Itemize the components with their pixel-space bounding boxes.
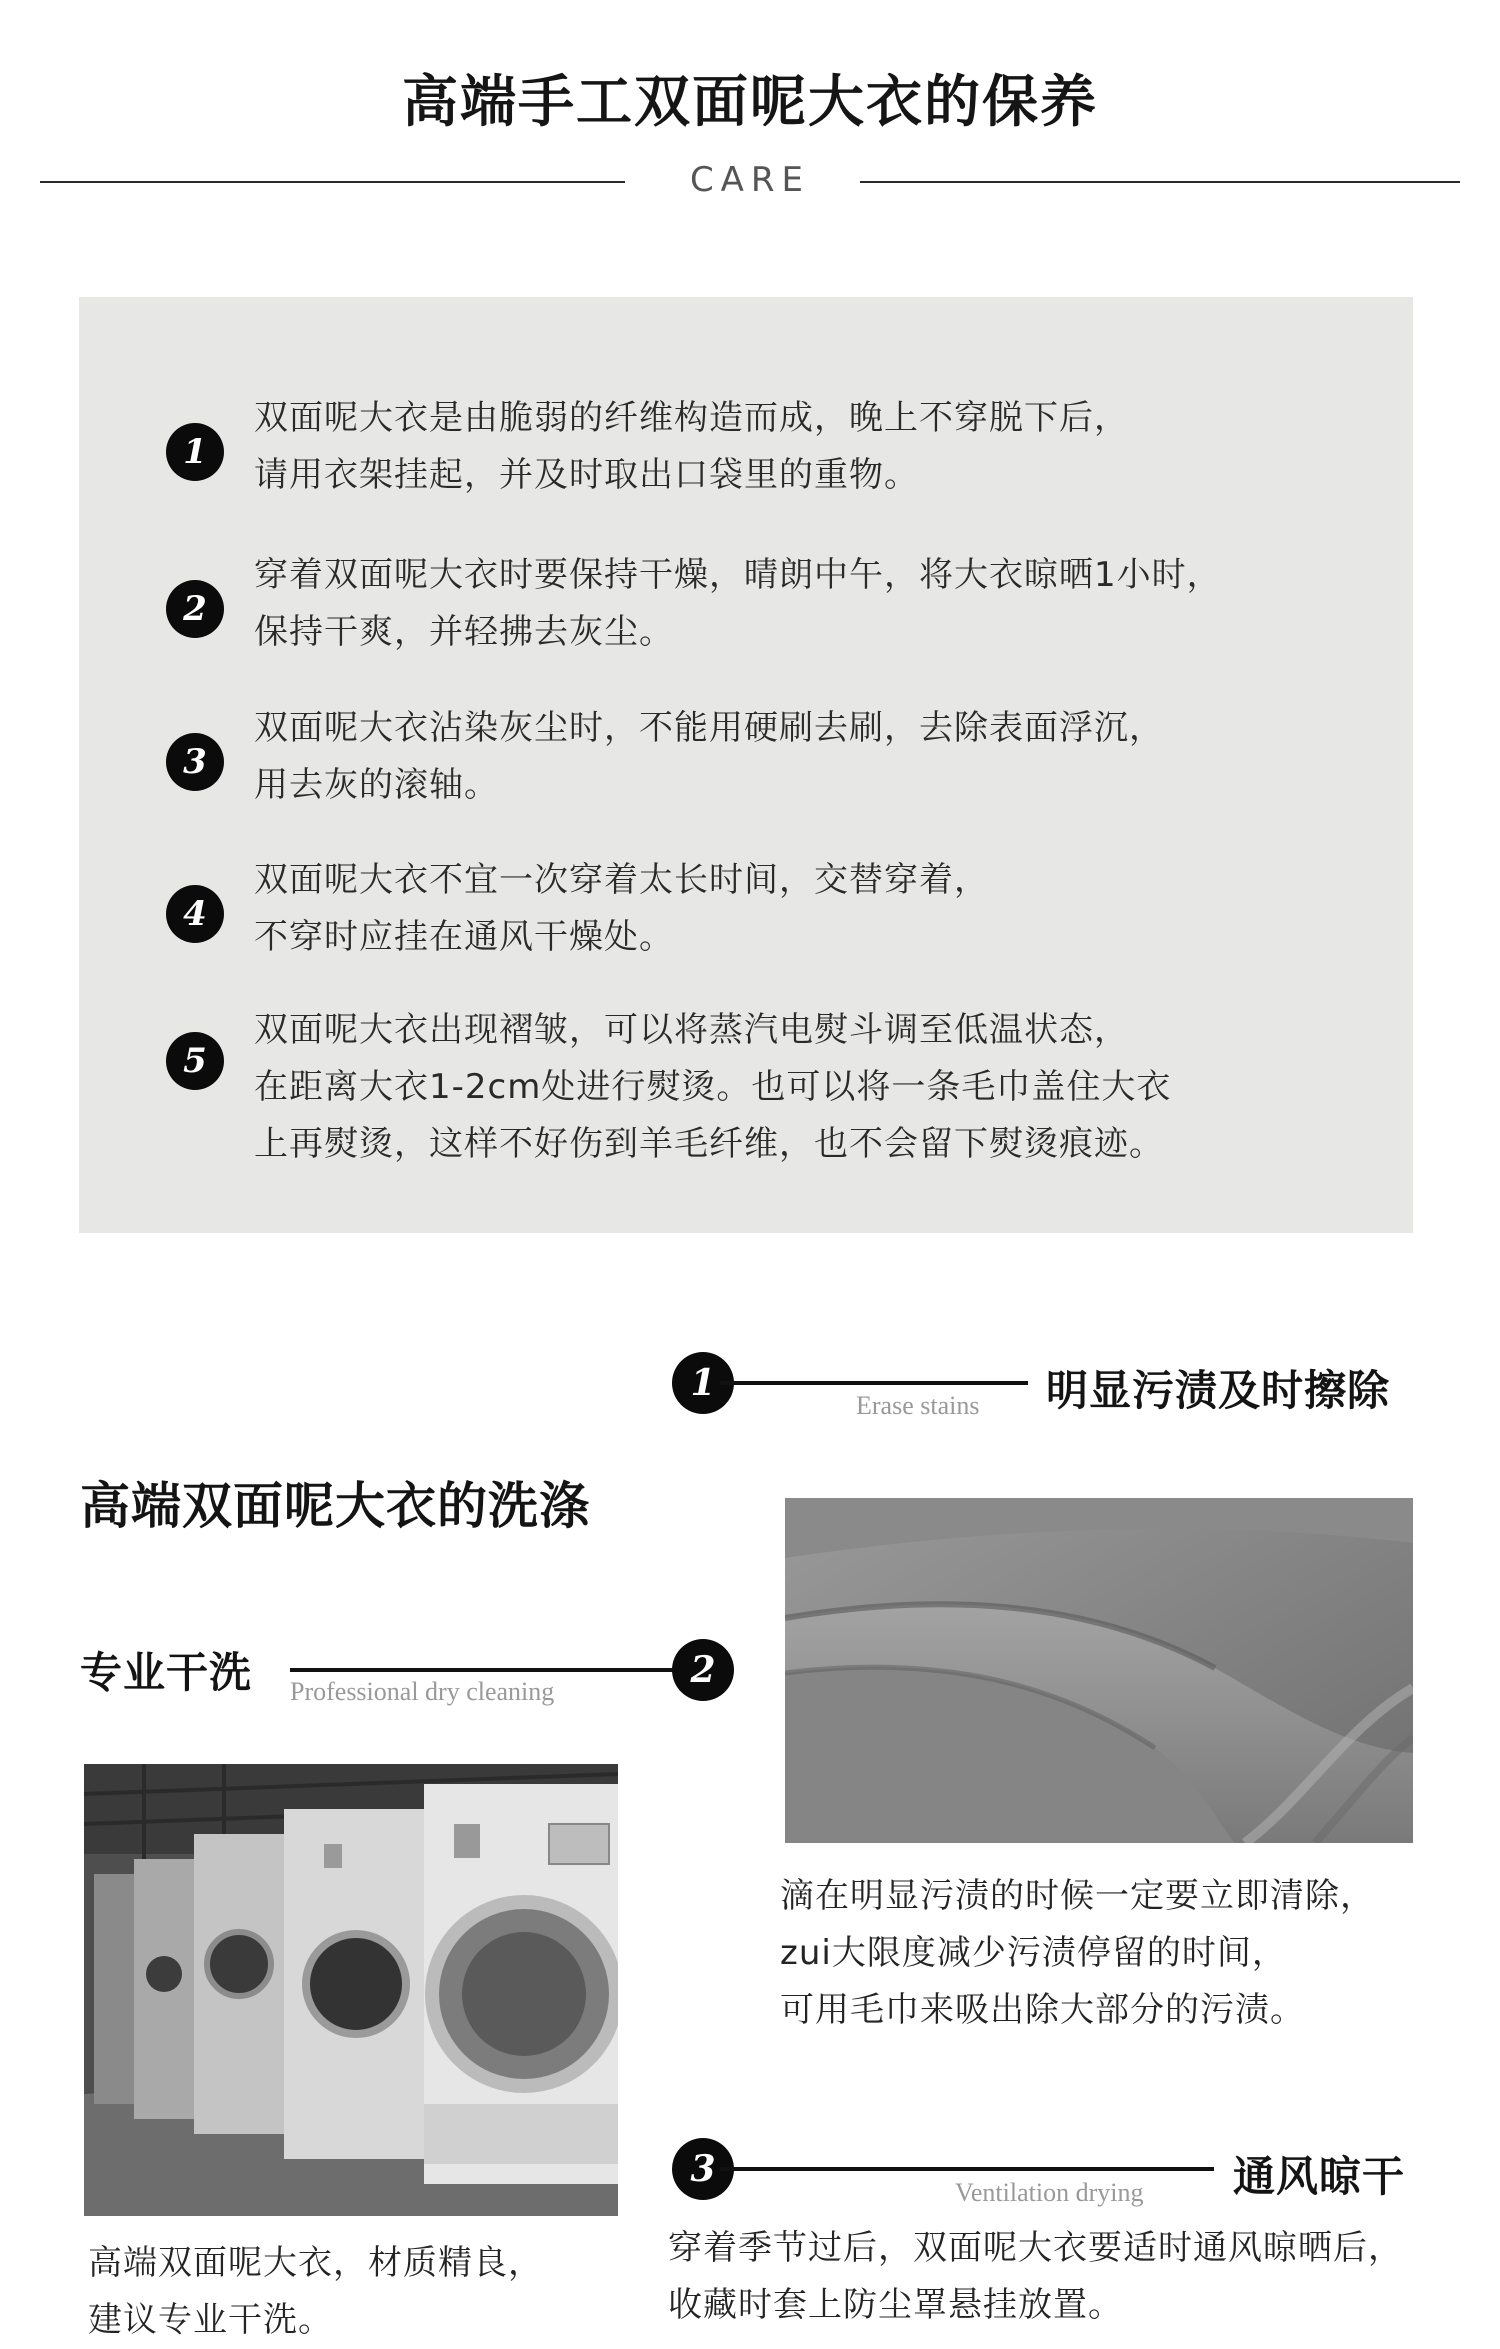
step-1-title: 明显污渍及时擦除 xyxy=(1046,1366,1391,1415)
step-3-title: 通风晾干 xyxy=(1233,2152,1406,2201)
number-badge: 5 xyxy=(166,1032,224,1090)
tip-line: 双面呢大衣不宜一次穿着太长时间，交替穿着， xyxy=(254,860,989,900)
step-2-rule xyxy=(290,1668,682,1672)
tip-line: 用去灰的滚轴。 xyxy=(254,765,499,805)
step-3-text xyxy=(668,2220,1403,2334)
text-line: 收藏时套上防尘罩悬挂放置。 xyxy=(668,2285,1123,2325)
tip-line: 上再熨烫，这样不好伤到羊毛纤维，也不会留下熨烫痕迹。 xyxy=(254,1124,1164,1164)
tip-text xyxy=(254,852,1394,966)
tip-text xyxy=(254,1002,1394,1173)
tip-line: 双面呢大衣是由脆弱的纤维构造而成，晚上不穿脱下后， xyxy=(254,398,1129,438)
tip-text xyxy=(254,390,1394,504)
step-2-subtitle: Professional dry cleaning xyxy=(290,1677,555,1706)
text-line: 高端双面呢大衣，材质精良， xyxy=(88,2243,543,2283)
tip-line: 不穿时应挂在通风干燥处。 xyxy=(254,917,674,957)
tip-text xyxy=(254,700,1394,814)
step-1-text xyxy=(780,1868,1375,2039)
tip-line: 在距离大衣1-2cm处进行熨烫。也可以将一条毛巾盖住大衣 xyxy=(254,1067,1172,1107)
tip-line: 双面呢大衣出现褶皱，可以将蒸汽电熨斗调至低温状态， xyxy=(254,1010,1129,1050)
number-badge: 2 xyxy=(166,580,224,638)
text-line: 可用毛巾来吸出除大部分的污渍。 xyxy=(780,1990,1305,2030)
tip-line: 保持干爽，并轻拂去灰尘。 xyxy=(254,612,674,652)
step-3-badge: 3 xyxy=(672,2138,734,2200)
step-3-subtitle: Ventilation drying xyxy=(955,2178,1144,2207)
text-line: 穿着季节过后，双面呢大衣要适时通风晾晒后， xyxy=(668,2228,1403,2268)
care-tips-panel xyxy=(79,297,1413,1233)
number-badge: 1 xyxy=(166,423,224,481)
number-badge: 3 xyxy=(166,733,224,791)
divider-left xyxy=(40,181,625,183)
tip-line: 请用衣架挂起，并及时取出口袋里的重物。 xyxy=(254,455,919,495)
step-2-badge: 2 xyxy=(672,1639,734,1701)
step-3-rule xyxy=(720,2167,1214,2171)
tip-line: 穿着双面呢大衣时要保持干燥，晴朗中午，将大衣晾晒1小时， xyxy=(254,555,1222,595)
step-1-subtitle: Erase stains xyxy=(856,1391,980,1420)
fabric-photo xyxy=(785,1498,1413,1843)
number-badge: 4 xyxy=(166,885,224,943)
step-1-badge: 1 xyxy=(672,1352,734,1414)
washing-heading: 高端双面呢大衣的洗涤 xyxy=(80,1477,590,1535)
text-line: zui大限度减少污渍停留的时间， xyxy=(780,1933,1287,1973)
text-line: 建议专业干洗。 xyxy=(88,2300,333,2340)
step-1-rule xyxy=(720,1381,1028,1385)
step-2-text xyxy=(88,2235,543,2349)
care-label: CARE xyxy=(689,160,811,200)
tip-line: 双面呢大衣沾染灰尘时，不能用硬刷去刷，去除表面浮沉， xyxy=(254,708,1164,748)
text-line: 滴在明显污渍的时候一定要立即清除， xyxy=(780,1876,1375,1916)
page-title: 高端手工双面呢大衣的保养 xyxy=(402,70,1098,135)
divider-right xyxy=(860,181,1460,183)
tip-text xyxy=(254,547,1394,661)
dry-cleaning-machines-photo xyxy=(84,1764,618,2216)
step-2-title: 专业干洗 xyxy=(80,1648,253,1697)
